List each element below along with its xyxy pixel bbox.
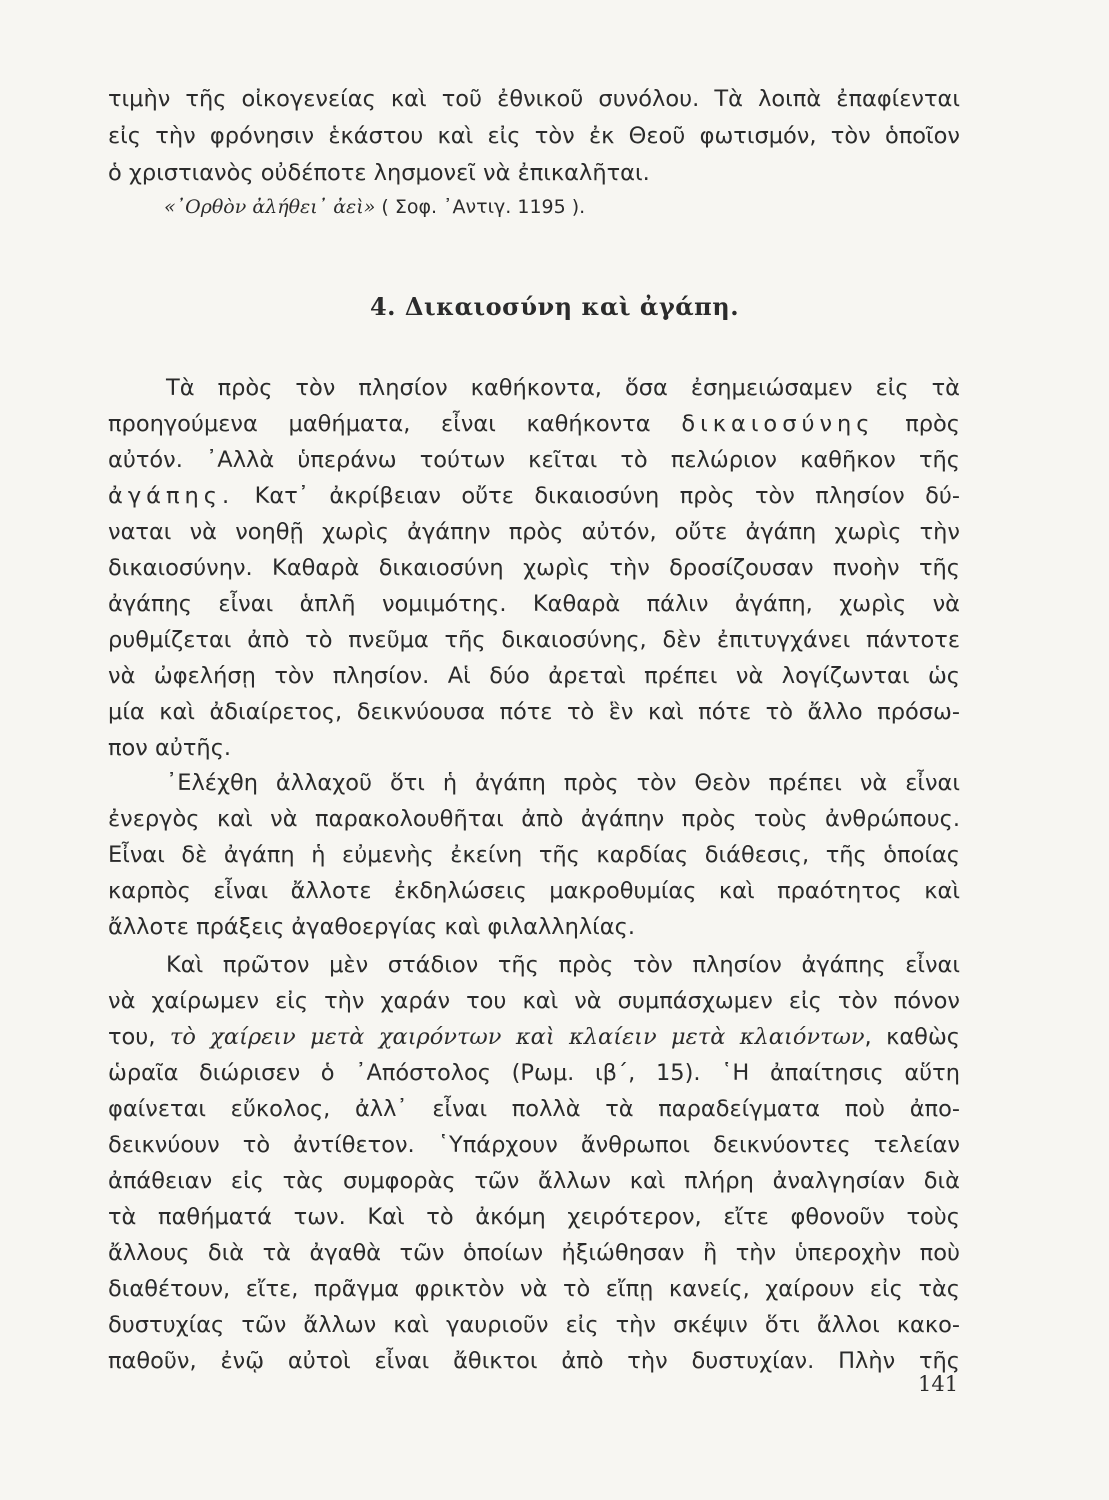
text-line: ἄλλοτε πράξεις ἀγαθοεργίας καὶ φιλαλληλίας.	[108, 914, 635, 940]
text-line: ἀγάπης εἶναι ἁπλῆ νομιμότης. Καθαρὰ πάλιν ἀγάπη, χωρὶς νὰ	[108, 591, 960, 617]
section-heading: 4. Δικαιοσύνη καὶ ἀγάπη.	[369, 292, 740, 321]
text-line: ὁ χριστιανὸς οὐδέποτε λησμονεῖ νὰ ἐπικαλῆται.	[108, 160, 650, 186]
text-span: , καθὼς	[864, 1024, 960, 1050]
text-line: τιμὴν τῆς οἰκογενείας καὶ τοῦ ἐθνικοῦ συνόλου. Τὰ λοιπὰ ἐπαφίενται	[108, 86, 960, 112]
text-line: νὰ χαίρωμεν εἰς τὴν χαράν του καὶ νὰ συμπάσχωμεν εἰς τὸν πόνον	[108, 988, 960, 1014]
text-span: προηγούμενα μαθήματα, εἶναι καθήκοντα	[108, 411, 651, 437]
text-line: καρπὸς εἶναι ἄλλοτε ἐκδηλώσεις μακροθυμίας καὶ πραότητος καὶ	[108, 878, 960, 904]
text-line: διαθέτουν, εἴτε, πρᾶγμα φρικτὸν νὰ τὸ εἴπῃ κανείς, χαίρουν εἰς τὰς	[108, 1276, 960, 1302]
text-line: τὰ παθήματά των. Καὶ τὸ ἀκόμη χειρότερον, εἴτε φθονοῦν τοὺς	[108, 1204, 960, 1230]
text-line: ναται νὰ νοηθῇ χωρὶς ἀγάπην πρὸς αὐτόν, οὔτε ἀγάπη χωρὶς τὴν	[108, 519, 960, 545]
text-line: μία καὶ ἀδιαίρετος, δεικνύουσα πότε τὸ ἓν καὶ πότε τὸ ἄλλο πρόσω-	[108, 699, 960, 725]
sophocles-quote	[164, 196, 585, 218]
text-span: του,	[108, 1024, 170, 1050]
italic-quote: τὸ χαίρειν μετὰ χαιρόντων καὶ κλαίειν μετὰ κλαιόντων	[169, 1024, 865, 1050]
text-line: δεικνύουν τὸ ἀντίθετον. ῾Υπάρχουν ἄνθρωποι δεικνύοντες τελείαν	[108, 1132, 960, 1158]
text-line: Τὰ πρὸς τὸν πλησίον καθήκοντα, ὅσα ἐσημειώσαμεν εἰς τὰ	[166, 375, 960, 401]
spaced-word: δικαιοσύνης	[681, 411, 875, 437]
text-line: ᾿Ελέχθη ἀλλαχοῦ ὅτι ἡ ἀγάπη πρὸς τὸν Θεὸν πρέπει νὰ εἶναι	[166, 770, 960, 796]
text-line: ρυθμίζεται ἀπὸ τὸ πνεῦμα τῆς δικαιοσύνης, δὲν ἐπιτυγχάνει πάντοτε	[108, 627, 960, 653]
text-span: Κατ᾿ ἀκρίβειαν οὔτε δικαιοσύνη πρὸς τὸν πλησίον δύ-	[234, 483, 960, 509]
text-line: ἀπάθειαν εἰς τὰς συμφορὰς τῶν ἄλλων καὶ πλήρη ἀναλγησίαν διὰ	[108, 1168, 960, 1194]
quote-reference: ( Σοφ. ᾿Αντιγ. 1195 ).	[375, 196, 586, 218]
spaced-word: ἀγάπης.	[108, 483, 235, 509]
text-line: εἰς τὴν φρόνησιν ἑκάστου καὶ εἰς τὸν ἐκ Θεοῦ φωτισμόν, τὸν ὁποῖον	[108, 123, 960, 149]
text-line	[108, 407, 960, 441]
text-line: Εἶναι δὲ ἀγάπη ἡ εὐμενὴς ἐκείνη τῆς καρδίας διάθεσις, τῆς ὁποίας	[108, 842, 960, 868]
text-span: πρὸς	[874, 411, 961, 437]
text-line: αὐτόν. ᾿Αλλὰ ὑπεράνω τούτων κεῖται τὸ πελώριον καθῆκον τῆς	[108, 447, 960, 473]
text-line: Καὶ πρῶτον μὲν στάδιον τῆς πρὸς τὸν πλησίον ἀγάπης εἶναι	[166, 952, 960, 978]
text-line: νὰ ὠφελήσῃ τὸν πλησίον. Αἱ δύο ἀρεταὶ πρέπει νὰ λογίζωνται ὡς	[108, 663, 960, 689]
quote-text: «᾿Ορθὸν ἀλήθει᾿ ἀεὶ»	[164, 196, 376, 218]
page-number: 141	[918, 1372, 959, 1396]
text-line: φαίνεται εὔκολος, ἀλλ᾿ εἶναι πολλὰ τὰ παραδείγματα ποὺ ἀπο-	[108, 1096, 960, 1122]
text-line: πον αὐτῆς.	[108, 735, 232, 761]
text-line: ἄλλους διὰ τὰ ἀγαθὰ τῶν ὁποίων ἠξιώθησαν ἢ τὴν ὑπεροχὴν ποὺ	[108, 1240, 960, 1266]
text-line: δικαιοσύνην. Καθαρὰ δικαιοσύνη χωρὶς τὴν δροσίζουσαν πνοὴν τῆς	[108, 555, 960, 581]
text-line: ἐνεργὸς καὶ νὰ παρακολουθῆται ἀπὸ ἀγάπην πρὸς τοὺς ἀνθρώπους.	[108, 806, 960, 832]
text-line	[108, 479, 960, 513]
text-line: παθοῦν, ἐνῷ αὐτοὶ εἶναι ἄθικτοι ἀπὸ τὴν δυστυχίαν. Πλὴν τῆς	[108, 1348, 960, 1374]
text-line: ὡραῖα διώρισεν ὁ ᾿Απόστολος (Ρωμ. ιβ΄, 15). ῾Η ἀπαίτησις αὕτη	[108, 1060, 960, 1086]
text-line	[108, 1020, 960, 1054]
text-line: δυστυχίας τῶν ἄλλων καὶ γαυριοῦν εἰς τὴν σκέψιν ὅτι ἄλλοι κακο-	[108, 1312, 960, 1338]
